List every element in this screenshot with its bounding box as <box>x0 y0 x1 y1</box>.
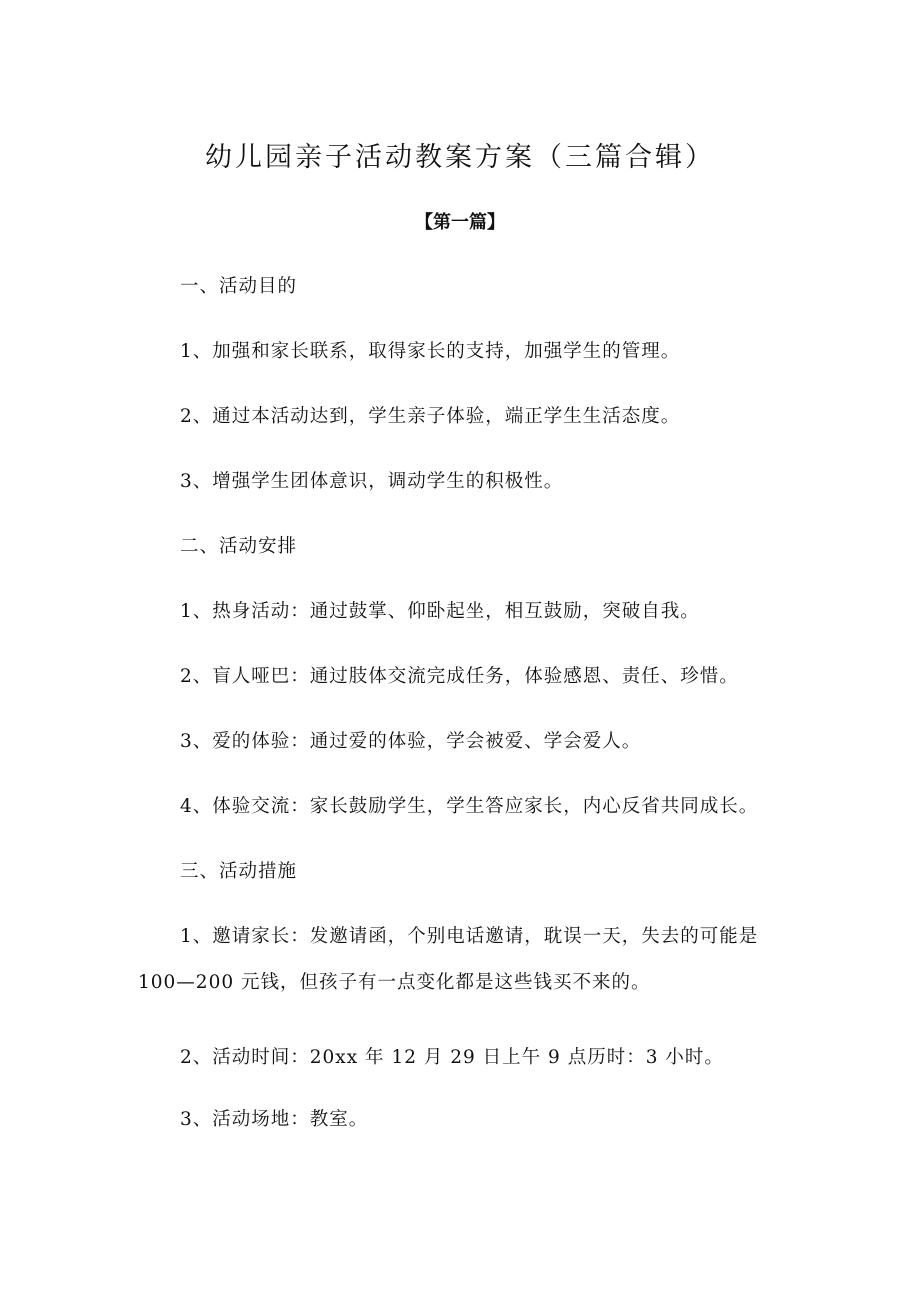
paragraph-line: 1、加强和家长联系，取得家长的支持，加强学生的管理。 <box>180 341 681 362</box>
paragraph-line: 1、热身活动：通过鼓掌、仰卧起坐，相互鼓励，突破自我。 <box>180 601 700 622</box>
paragraph-line: 2、盲人哑巴：通过肢体交流完成任务，体验感恩、责任、珍惜。 <box>180 666 739 687</box>
paragraph-line: 3、爱的体验：通过爱的体验，学会被爱、学会爱人。 <box>180 731 642 752</box>
paragraph-line: 3、增强学生团体意识，调动学生的积极性。 <box>180 471 564 492</box>
paragraph-line-continued: 100—200 元钱，但孩子有一点变化都是这些钱买不来的。 <box>138 972 651 993</box>
paragraph-line: 4、体验交流：家长鼓励学生，学生答应家长，内心反省共同成长。 <box>180 796 759 817</box>
section-heading-arrangement: 二、活动安排 <box>180 536 298 557</box>
paragraph-line: 2、活动时间：20xx 年 12 月 29 日上午 9 点历时：3 小时。 <box>180 1047 724 1068</box>
section-heading-purpose: 一、活动目的 <box>180 276 298 297</box>
section-heading-measures: 三、活动措施 <box>180 861 298 882</box>
paragraph-line: 1、邀请家长：发邀请函，个别电话邀请，耽误一天，失去的可能是 <box>180 926 759 947</box>
paragraph-line: 3、活动场地：教室。 <box>180 1109 369 1130</box>
part-heading: 【第一篇】 <box>415 212 505 233</box>
paragraph-line: 2、通过本活动达到，学生亲子体验，端正学生生活态度。 <box>180 406 681 427</box>
document-title: 幼儿园亲子活动教案方案（三篇合辑） <box>205 142 715 173</box>
